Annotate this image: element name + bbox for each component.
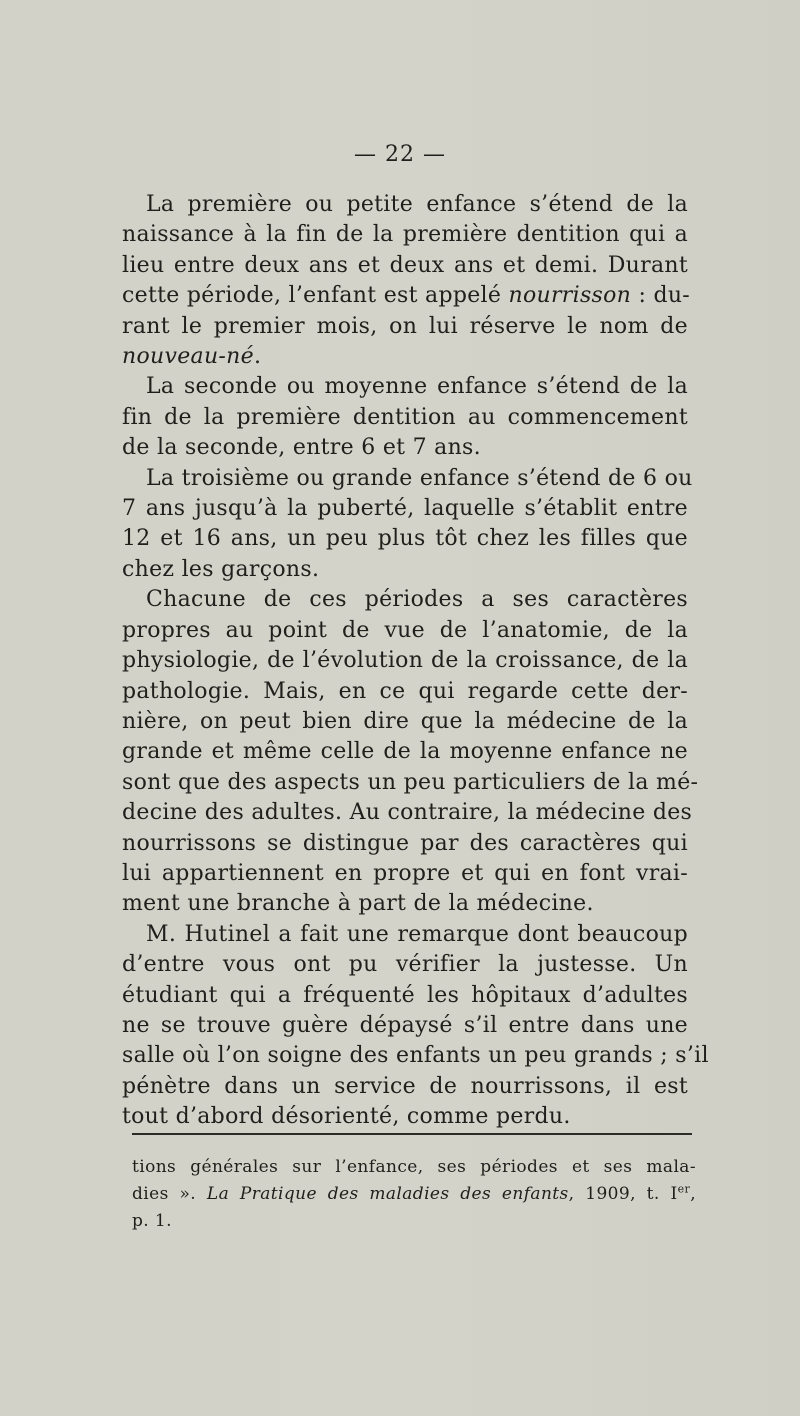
- text-segment: sont que des aspects un peu particuliers de la mé-: [122, 769, 699, 795]
- text-line: [122, 950, 688, 980]
- text-segment: physiologie, de l’évolution de la croissance, de la: [122, 648, 688, 674]
- text-segment: nourrissons se distingue par des caractères qui: [122, 830, 688, 856]
- text-line: [122, 281, 691, 311]
- text-segment: decine des adultes. Au contraire, la médecine des: [122, 800, 693, 826]
- text-line: [122, 677, 688, 707]
- text-segment: grande et même celle de la moyenne enfance ne: [122, 739, 688, 765]
- text-line: [122, 737, 688, 767]
- text-line: [122, 464, 693, 494]
- text-line: [122, 251, 688, 281]
- text-segment: tout d’abord désorienté, comme perdu.: [122, 1104, 571, 1130]
- text-line: [122, 372, 688, 402]
- text-segment: lui appartiennent en propre et qui en font vrai-: [122, 860, 688, 886]
- italic-term: nourrisson: [508, 283, 632, 309]
- text-segment: salle où l’on soigne des enfants un peu grands ; s’il: [122, 1043, 709, 1069]
- text-line: [122, 403, 688, 433]
- text-line: [122, 616, 688, 646]
- text-line: [122, 829, 688, 859]
- text-line: [122, 889, 688, 919]
- italic-term: nouveau-né: [122, 344, 254, 370]
- text-segment: lieu entre deux ans et deux ans et demi. Durant: [122, 252, 688, 278]
- text-line: [122, 555, 688, 585]
- text-line: [122, 220, 688, 250]
- text-line: [122, 920, 688, 950]
- text-segment: pénètre dans un service de nourrissons, il est: [122, 1073, 688, 1099]
- footnote-text: , 1909, t. I: [568, 1184, 678, 1204]
- footnote-line: p. 1.: [132, 1211, 172, 1231]
- text-segment: .: [253, 344, 262, 370]
- text-segment: : du-: [631, 283, 691, 309]
- footnote-line: [132, 1181, 696, 1208]
- body-text: [122, 190, 709, 1133]
- text-segment: d’entre vous ont pu vérifier la justesse. Un: [122, 952, 688, 978]
- text-line: [122, 646, 688, 676]
- text-segment: La troisième ou grande enfance s’étend de 6 ou: [146, 465, 693, 491]
- text-line: [122, 1011, 688, 1041]
- text-line: [122, 312, 688, 342]
- footnote-line: tions générales sur l’enfance, ses périodes et ses mala-: [132, 1157, 696, 1177]
- text-line: [122, 190, 688, 220]
- footnote-text: dies ».: [132, 1184, 207, 1204]
- text-segment: nière, on peut bien dire que la médecine de la: [122, 708, 688, 734]
- text-segment: naissance à la fin de la première dentition qui a: [122, 222, 688, 248]
- text-line: [122, 707, 688, 737]
- text-segment: chez les garçons.: [122, 556, 320, 582]
- text-line: [122, 494, 688, 524]
- footnote-book-title: La Pratique des maladies des enfants: [206, 1184, 569, 1204]
- text-segment: M. Hutinel a fait une remarque dont beaucoup: [146, 921, 688, 947]
- footnote-text: ,: [690, 1184, 696, 1204]
- page-number: — 22 —: [354, 142, 446, 167]
- text-line: [122, 981, 688, 1011]
- text-line: [122, 342, 688, 372]
- text-segment: La seconde ou moyenne enfance s’étend de la: [146, 374, 688, 400]
- text-segment: pathologie. Mais, en ce qui regarde cette der-: [122, 678, 688, 704]
- text-segment: Chacune de ces périodes a ses caractères: [146, 587, 688, 613]
- text-segment: 7 ans jusqu’à la puberté, laquelle s’établit entre: [122, 496, 688, 522]
- footnote-superscript: er: [677, 1182, 691, 1196]
- text-line: [122, 1072, 688, 1102]
- footnote: [132, 1154, 696, 1235]
- text-line: [122, 1041, 709, 1071]
- text-line: [122, 768, 699, 798]
- text-segment: La première ou petite enfance s’étend de la: [146, 192, 688, 217]
- text-segment: fin de la première dentition au commencement: [122, 404, 688, 430]
- text-line: [122, 1102, 688, 1132]
- text-line: [122, 433, 688, 463]
- text-line: [122, 585, 688, 615]
- text-segment: étudiant qui a fréquenté les hôpitaux d’adultes: [122, 982, 688, 1008]
- text-line: [122, 798, 693, 828]
- text-segment: de la seconde, entre 6 et 7 ans.: [122, 435, 481, 461]
- text-line: [122, 524, 688, 554]
- text-segment: 12 et 16 ans, un peu plus tôt chez les filles que: [122, 526, 688, 552]
- text-line: [122, 859, 688, 889]
- text-segment: rant le premier mois, on lui réserve le nom de: [122, 313, 688, 339]
- text-segment: ment une branche à part de la médecine.: [122, 891, 594, 917]
- text-segment: ne se trouve guère dépaysé s’il entre dans une: [122, 1012, 688, 1038]
- footnote-separator: [132, 1133, 692, 1135]
- text-segment: cette période, l’enfant est appelé: [122, 283, 509, 309]
- text-segment: propres au point de vue de l’anatomie, de la: [122, 617, 688, 643]
